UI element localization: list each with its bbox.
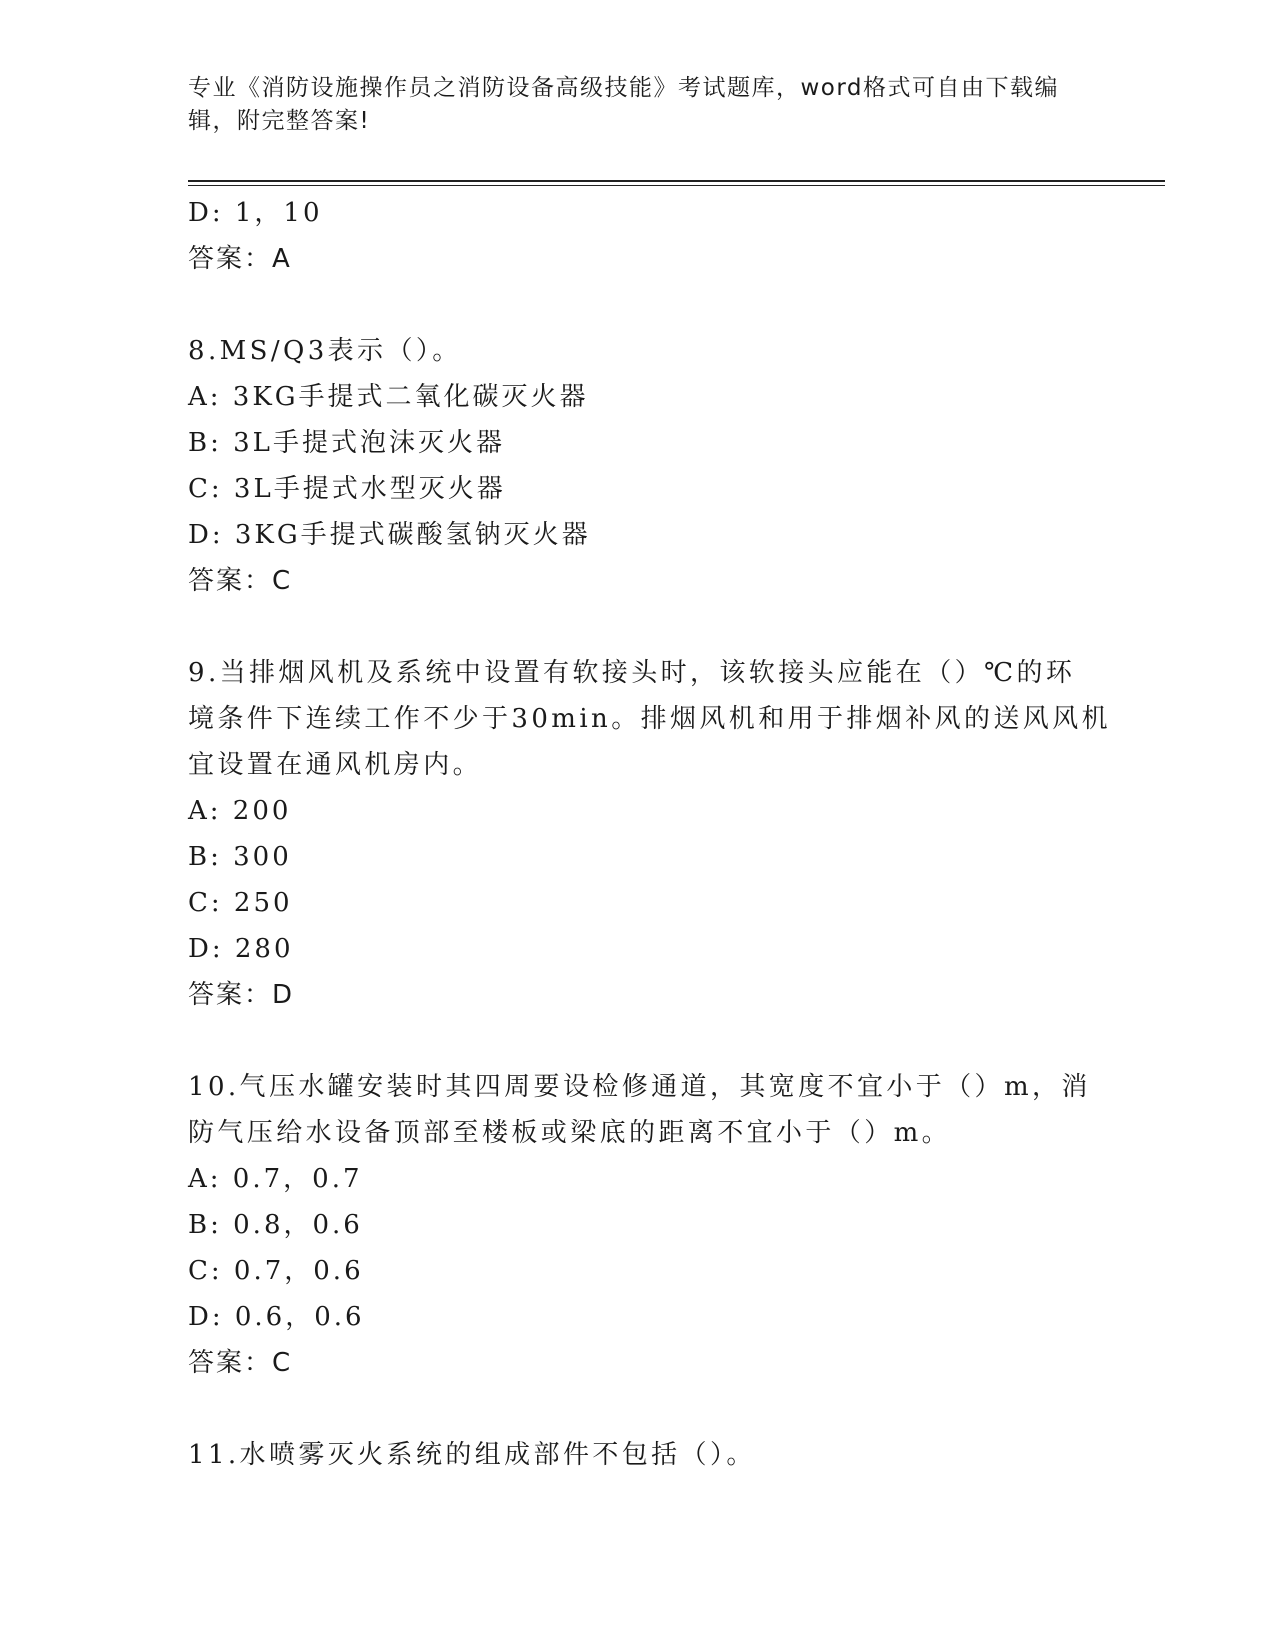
document-header [188, 72, 1088, 138]
option-a: A: 3KG手提式二氧化碳灭火器 [188, 382, 589, 412]
option-d: D: 3KG手提式碳酸氢钠灭火器 [188, 520, 591, 550]
question-stem [188, 650, 1111, 788]
question-stem [188, 1432, 1088, 1478]
option-b: B: 0.8，0.6 [188, 1210, 363, 1240]
option-a: A: 0.7，0.7 [188, 1164, 363, 1194]
question-9 [188, 650, 1111, 1018]
stem-line: 境条件下连续工作不少于30min。排烟风机和用于排烟补风的送风风机 [188, 704, 1111, 734]
option-c: C: 3L手提式水型灭火器 [188, 474, 506, 504]
question-8 [188, 328, 1088, 604]
header-line-2: 辑，附完整答案! [188, 108, 371, 134]
spacer [188, 1018, 1088, 1064]
spacer [188, 282, 1088, 328]
stem-line: 11.水喷雾灭火系统的组成部件不包括（）。 [188, 1440, 756, 1470]
answer-label: 答案：C [188, 566, 293, 596]
stem-line: 10.气压水罐安装时其四周要设检修通道，其宽度不宜小于（）m，消 [188, 1072, 1091, 1102]
spacer [188, 604, 1088, 650]
option-d: D: 280 [188, 934, 294, 964]
option-d: D: 0.6，0.6 [188, 1302, 365, 1332]
option-c: C: 250 [188, 888, 293, 918]
stem-line: 9.当排烟风机及系统中设置有软接头时，该软接头应能在（）℃的环 [188, 658, 1076, 688]
stem-line: 防气压给水设备顶部至楼板或梁底的距离不宜小于（）m。 [188, 1118, 952, 1148]
option-a: A: 200 [188, 796, 292, 826]
question-stem [188, 328, 1088, 374]
question-10 [188, 1064, 1091, 1386]
stem-line: 8.MS/Q3表示（）。 [188, 336, 462, 366]
header-divider-thick [188, 180, 1165, 182]
question-stem [188, 1064, 1091, 1156]
option-c: C: 0.7，0.6 [188, 1256, 364, 1286]
answer-label: 答案：A [188, 244, 292, 274]
answer-label: 答案：D [188, 980, 295, 1010]
option-b: B: 300 [188, 842, 292, 872]
header-divider-thin [188, 185, 1165, 186]
question-list [188, 190, 1111, 1478]
option-d: D: 1，10 [188, 198, 323, 228]
spacer [188, 1386, 1088, 1432]
stem-line: 宜设置在通风机房内。 [188, 750, 483, 780]
header-line-1: 专业《消防设施操作员之消防设备高级技能》考试题库，word格式可自由下载编 [188, 75, 1060, 101]
question-11 [188, 1432, 1088, 1478]
answer-label: 答案：C [188, 1348, 293, 1378]
option-b: B: 3L手提式泡沫灭火器 [188, 428, 505, 458]
